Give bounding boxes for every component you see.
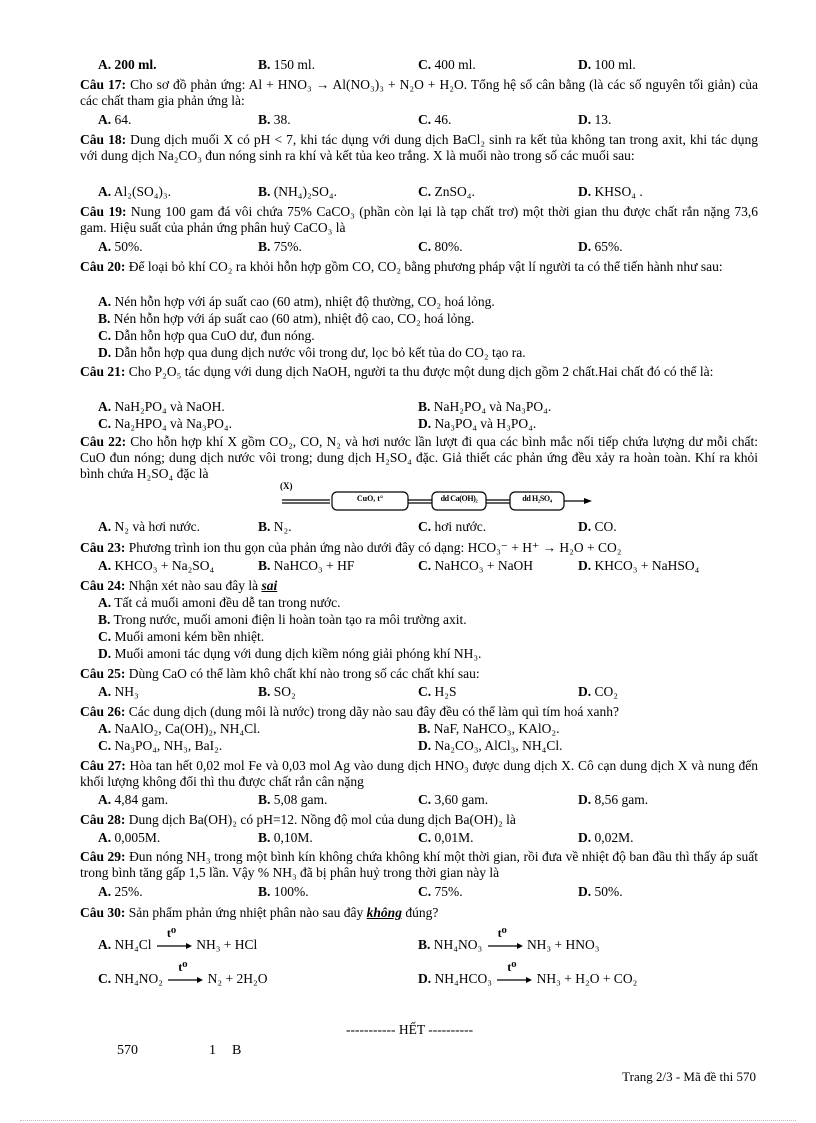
q30-option-c: C. NH₄NO₂ t⁰ N₂ + 2H₂O [98,959,268,986]
q27-option-a: A. 4,84 gam. [98,792,169,807]
q29-option-c: C. 75%. [418,884,463,899]
option-letter: B. [258,112,271,127]
q28-question: Câu 28: Dung dịch Ba(OH)₂ có pH=12. Nồng độ mol của dung dịch Ba(OH)₂ là [80,812,516,827]
option-letter: A. [98,519,112,534]
answer-letter: B [232,1043,242,1058]
q17-option-a: A. 64. [98,112,132,127]
option-letter: D. [578,558,592,573]
option-letter: C. [418,239,432,254]
q18-option-b: B. (NH₄)₂SO₄. [258,184,338,199]
option-letter: B. [258,184,271,199]
q18-option-a: A. Al₂(SO₄)₃. [98,184,171,199]
option-letter: A. [98,112,112,127]
option-letter: A. [98,184,112,199]
q28-option-d: D. 0,02M. [578,830,634,845]
q30-option-a: A. NH₄Cl t⁰ NH₃ + HCl [98,925,258,952]
q24-option-d: D. Muối amoni tác dụng với dung dịch kiềm nóng giải phóng khí NH₃. [98,646,482,661]
option-letter: B. [258,57,271,72]
q25-question: Câu 25: Dùng CaO có thể làm khô chất khí nào trong số các chất khí sau: [80,666,480,681]
q22-question: Câu 22: Cho hỗn hợp khí X gồm CO₂, CO, N₂ và hơi nước lần lượt đi qua các bình mắc nối tiếp chứa lượng dư mỗi chất: CuO đun nóng; dung dịch nước vôi trong; dung dịch H₂SO₄ đặc. Giả thiết các phản ứng đều xảy ra hoàn toàn. Khí ra khỏi bình chứa H₂SO₄ đặc là [80,434,758,481]
q16-option-a: A. 200 ml. [98,57,157,72]
q25-option-b: B. SO₂ [258,684,296,699]
q19-question: Câu 19: Nung 100 gam đá vôi chứa 75% CaCO₃ (phần còn lại là tạp chất trơ) một thời gian thu được chất rắn nặng 73,6 gam. Hiệu suất của phản ứng phân huỷ CaCO₃ là [80,204,758,235]
q23-option-c: C. NaHCO₃ + NaOH [418,558,534,573]
heat-arrow-icon: t⁰ [155,939,193,953]
option-letter: A. [98,558,112,573]
option-letter: B. [258,558,271,573]
q28-option-b: B. 0,10M. [258,830,313,845]
q29-option-a: A. 25%. [98,884,143,899]
option-letter: D. [418,738,432,753]
option-letter: A. [98,792,112,807]
q25-option-d: D. CO₂ [578,684,618,699]
option-letter: D. [578,239,592,254]
q17-option-b: B. 38. [258,112,291,127]
option-letter: D. [578,57,592,72]
q25-option-a: A. NH₃ [98,684,139,699]
option-letter: B. [258,239,271,254]
q30-option-d: D. NH₄HCO₃ t⁰ NH₃ + H₂O + CO₂ [418,959,638,986]
q20-option-a: A. Nén hỗn hợp với áp suất cao (60 atm), nhiệt độ thường, CO₂ hoá lỏng. [98,294,495,309]
option-letter: C. [418,884,432,899]
q24-option-a: A. Tất cả muối amoni đều dễ tan trong nước. [98,595,341,610]
option-letter: A. [98,294,112,309]
q22-option-b: B. N₂. [258,519,292,534]
q29-question: Câu 29: Đun nóng NH₃ trong một bình kín không chứa không khí một thời gian, rồi đưa về nhiệt độ ban đầu thì thấy áp suất trong bình tăng gấp 1,5 lần. Vậy % NH₃ đã bị phân huỷ trong thời gian này là [80,849,758,880]
heat-arrow-icon: t⁰ [486,939,524,953]
option-letter: D. [98,345,112,360]
q21-option-b: B. NaH₂PO₄ và Na₃PO₄. [418,399,552,414]
option-letter: D. [578,792,592,807]
heat-arrow-icon: t⁰ [166,973,204,987]
option-letter: B. [258,792,271,807]
q26-option-a: A. NaAlO₂, Ca(OH)₂, NH₄Cl. [98,721,261,736]
q30-option-b: B. NH₄NO₃ t⁰ NH₃ + HNO₃ [418,925,600,952]
q21-option-a: A. NaH₂PO₄ và NaOH. [98,399,225,414]
answer-question-number: 1 [209,1043,216,1058]
q26-option-c: C. Na₃PO₄, NH₃, BaI₂. [98,738,223,753]
q19-option-d: D. 65%. [578,239,623,254]
option-letter: A. [98,721,112,736]
option-letter: D. [578,519,592,534]
option-letter: C. [418,519,432,534]
q30-question: Câu 30: Sản phẩm phản ứng nhiệt phân nào sau đây không đúng? [80,905,439,920]
q29-option-b: B. 100%. [258,884,309,899]
q27-option-c: C. 3,60 gam. [418,792,489,807]
option-letter: B. [258,519,271,534]
heat-arrow-icon: t⁰ [495,973,533,987]
q26-option-d: D. Na₂CO₃, AlCl₃, NH₄Cl. [418,738,563,753]
option-letter: C. [418,57,432,72]
diagram-input-label: (X) [280,481,293,491]
option-letter: D. [578,684,592,699]
option-letter: C. [98,416,112,431]
option-letter: A. [98,399,112,414]
q27-question: Câu 27: Hòa tan hết 0,02 mol Fe và 0,03 mol Ag vào dung dịch HNO₃ được dung dịch X. Cô cạn dung dịch X và nung đến khối lượng không đổi thì thu được chất rắn cân nặng [80,758,759,789]
option-letter: C. [418,792,432,807]
q24-option-c: C. Muối amoni kém bền nhiệt. [98,629,265,644]
q23-option-a: A. KHCO₃ + Na₂SO₄ [98,558,215,573]
option-letter: D. [578,112,592,127]
option-letter: A. [98,684,112,699]
q24-question: Câu 24: Nhận xét nào sau đây là sai [80,578,278,593]
q22-option-d: D. CO. [578,519,617,534]
diagram-box-cuo: CuO, t° [356,494,384,503]
q17-option-c: C. 46. [418,112,452,127]
option-letter: B. [98,311,111,326]
q19-option-b: B. 75%. [258,239,302,254]
q20-option-b: B. Nén hỗn hợp với áp suất cao (60 atm), nhiệt độ cao, CO₂ hoá lỏng. [98,311,475,326]
q17-question: Câu 17: Cho sơ đồ phản ứng: Al + HNO₃ → Al(NO₃)₃ + N₂O + H₂O. Tổng hệ số cân bằng (là các số nguyên tối giản) của các chất tham gia phản ứng là: [80,77,758,108]
option-letter: B. [258,884,271,899]
option-letter: C. [418,112,432,127]
q25-option-c: C. H₂S [418,684,457,699]
q17-option-d: D. 13. [578,112,612,127]
option-letter: B. [258,830,271,845]
end-marker: ----------- HẾT ---------- [346,1022,474,1037]
q29-option-d: D. 50%. [578,884,623,899]
page-bottom-border [20,1120,796,1121]
q26-question: Câu 26: Các dung dịch (dung môi là nước) trong dãy nào sau đây đều có thể làm quì tím hoá xanh? [80,704,619,719]
q23-option-d: D. KHCO₃ + NaHSO₄ [578,558,700,573]
option-letter: D. [98,646,112,661]
q22-apparatus-diagram [280,481,600,516]
option-letter: C. [418,684,432,699]
option-letter: B. [98,612,111,627]
q24-option-b: B. Trong nước, muối amoni điện li hoàn toàn tạo ra môi trường axit. [98,612,467,627]
q19-option-a: A. 50%. [98,239,143,254]
q23-question: Câu 23: Phương trình ion thu gọn của phản ứng nào dưới đây có dạng: HCO₃⁻ + H⁺ → H₂O + CO₂ [80,540,622,555]
diagram-box-h2so4: dd H₂SO₄ [522,494,552,503]
q16-option-b: B. 150 ml. [258,57,316,72]
q20-question: Câu 20: Để loại bỏ khí CO₂ ra khỏi hỗn hợp gồm CO, CO₂ bằng phương pháp vật lí người ta có thể tiến hành như sau: [80,259,723,274]
option-letter: A. [98,884,112,899]
option-letter: D. [578,184,592,199]
q26-option-b: B. NaF, NaHCO₃, KAlO₂. [418,721,560,736]
exam-code: 570 [117,1043,138,1058]
q18-option-d: D. KHSO₄ . [578,184,643,199]
page-footer: Trang 2/3 - Mã đề thi 570 [622,1069,756,1084]
option-letter: C. [98,738,112,753]
option-letter: B. [418,721,431,736]
option-letter: A. [98,239,112,254]
q27-option-d: D. 8,56 gam. [578,792,649,807]
q20-option-d: D. Dẫn hỗn hợp qua dung dịch nước vôi trong dư, lọc bỏ kết tủa do CO₂ tạo ra. [98,345,526,360]
q21-option-d: D. Na₃PO₄ và H₃PO₄. [418,416,537,431]
diagram-box-caoh2: dd Ca(OH)₂ [440,494,478,503]
q19-option-c: C. 80%. [418,239,463,254]
q27-option-b: B. 5,08 gam. [258,792,328,807]
q18-option-c: C. ZnSO₄. [418,184,475,199]
q21-option-c: C. Na₂HPO₄ và Na₃PO₄. [98,416,232,431]
q20-option-c: C. Dẫn hỗn hợp qua CuO dư, đun nóng. [98,328,315,343]
q16-option-d: D. 100 ml. [578,57,636,72]
option-letter: A. [98,830,112,845]
option-letter: A. [98,595,112,610]
q22-option-c: C. hơi nước. [418,519,487,534]
option-letter: C. [98,328,112,343]
option-letter: D. [578,884,592,899]
option-letter: D. [418,416,432,431]
q18-question: Câu 18: Dung dịch muối X có pH < 7, khi tác dụng với dung dịch BaCl₂ sinh ra kết tủa không tan trong axit, khi tác dụng với dung dịch Na₂CO₃ đun nóng sinh ra khí và kết tủa keo trắng. X là muối nào trong số các muối sau: [80,132,758,163]
option-letter: B. [258,684,271,699]
q16-option-c: C. 400 ml. [418,57,476,72]
option-letter: C. [418,184,432,199]
option-letter: C. [418,830,432,845]
q28-option-c: C. 0,01M. [418,830,474,845]
option-letter: D. [578,830,592,845]
q22-option-a: A. N₂ và hơi nước. [98,519,201,534]
option-letter: B. [418,399,431,414]
option-letter: C. [418,558,432,573]
q23-option-b: B. NaHCO₃ + HF [258,558,355,573]
q28-option-a: A. 0,005M. [98,830,161,845]
q21-question: Câu 21: Cho P₂O₅ tác dụng với dung dịch NaOH, người ta thu được một dung dịch gồm 2 chất.Hai chất đó có thể là: [80,364,714,379]
option-letter: C. [98,629,112,644]
